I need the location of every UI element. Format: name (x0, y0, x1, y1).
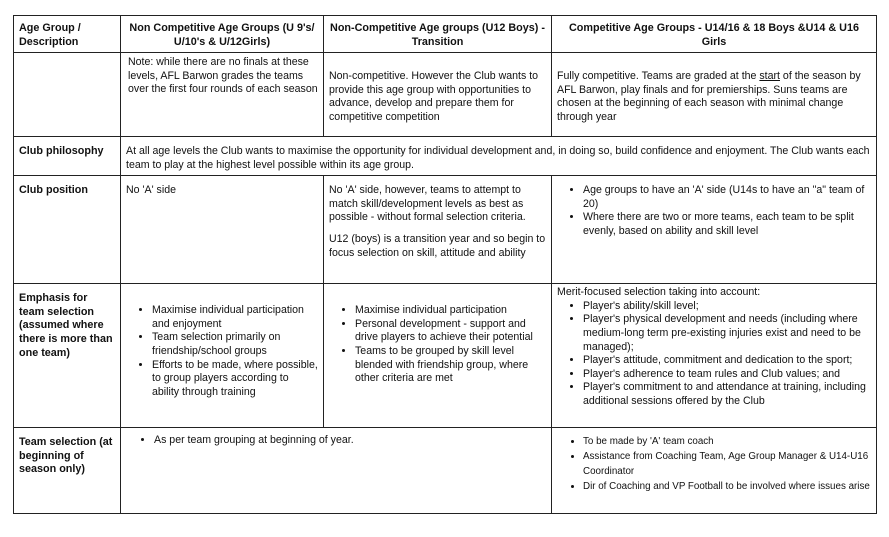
team-selection-non-competitive-list (126, 434, 546, 448)
team-selection-competitive-list (557, 434, 871, 494)
header-competitive: Competitive Age Groups - U14/16 & 18 Boys &U14 & U16 Girls (552, 16, 877, 53)
position-label: Club position (14, 176, 121, 284)
list-item: • Player's attitude, commitment and dedication to the sport; (583, 354, 871, 368)
position-competitive-list (557, 184, 871, 238)
emphasis-competitive (552, 284, 877, 428)
team-selection-non-competitive (121, 428, 552, 514)
emphasis-competitive-intro: Merit-focused selection taking into account: (557, 286, 761, 299)
list-item: • Dir of Coaching and VP Football to be involved where issues arise (583, 479, 871, 494)
position-non-competitive: No 'A' side (121, 176, 324, 284)
age-group-policy-table (13, 15, 877, 514)
intro-note: Note: while there are no finals at these levels, AFL Barwon grades the teams over the first four rounds of each season (128, 56, 318, 96)
emphasis-non-competitive-list (126, 304, 318, 399)
position-competitive (552, 176, 877, 284)
intro-row (14, 53, 877, 137)
philosophy-text: At all age levels the Club wants to maximise the opportunity for individual development and, in doing so, build confidence and enjoyment. The Club wants each team to play at the highest level possible within its age group. (121, 137, 877, 176)
philosophy-label: Club philosophy (14, 137, 121, 176)
emphasis-row (14, 284, 877, 428)
intro-transition-text: Non-competitive. However the Club wants to provide this age group with opportunities to advance, develop and prepare them for competitive competition (329, 70, 539, 123)
list-item: • To be made by 'A' team coach (583, 434, 871, 449)
list-item: • Player's ability/skill level; (583, 300, 871, 314)
emphasis-transition-list (329, 304, 546, 386)
list-item: • Age groups to have an 'A' side (U14s to have an "a" team of 20) (583, 184, 871, 211)
team-selection-competitive (552, 428, 877, 514)
list-item: • Player's commitment to and attendance at training, including additional sessions offered by the Club (583, 381, 871, 408)
list-item: • Where there are two or more teams, each team to be split evenly, based on ability and skill level (583, 211, 871, 238)
list-item: • Assistance from Coaching Team, Age Group Manager & U14-U16 Coordinator (583, 449, 871, 479)
list-item: • Player's adherence to team rules and Club values; and (583, 368, 871, 382)
header-row (14, 16, 877, 53)
list-item: • Player's physical development and needs (including where medium-long term pre-existing injuries exist and need to be managed); (583, 313, 871, 354)
team-selection-row (14, 428, 877, 514)
intro-non-competitive (121, 53, 324, 137)
position-transition-p2: U12 (boys) is a transition year and so begin to focus selection on skill, attitude and ability (329, 232, 546, 259)
header-age-group: Age Group / Description (14, 16, 121, 53)
emphasis-transition (324, 284, 552, 428)
list-item: • Team selection primarily on friendship/school groups (152, 331, 318, 358)
header-non-competitive: Non Competitive Age Groups (U 9's/ U/10's & U/12Girls) (121, 16, 324, 53)
list-item: • Efforts to be made, where possible, to group players according to ability through training (152, 359, 318, 400)
emphasis-competitive-list (557, 300, 871, 409)
list-item: • As per team grouping at beginning of year. (154, 434, 546, 448)
position-row (14, 176, 877, 284)
list-item: • Maximise individual participation (355, 304, 546, 318)
emphasis-label: Emphasis for team selection (assumed where there is more than one team) (14, 284, 121, 428)
position-transition-p1: No 'A' side, however, teams to attempt to match skill/development levels as best as possible - without formal selection criteria. (329, 184, 526, 224)
intro-competitive-underlined: start (759, 70, 780, 82)
list-item: • Personal development - support and drive players to achieve their potential (355, 318, 546, 345)
philosophy-row (14, 137, 877, 176)
list-item: • Maximise individual participation and enjoyment (152, 304, 318, 331)
team-selection-label: Team selection (at beginning of season only) (14, 428, 121, 514)
intro-label-cell (14, 53, 121, 137)
intro-competitive-text-2: of the season by AFL Barwon, play finals and for premierships. Suns teams are chosen at the beginning of each season with minimal change through year (557, 70, 861, 123)
header-transition: Non-Competitive Age groups (U12 Boys) - Transition (324, 16, 552, 53)
list-item: • Teams to be grouped by skill level blended with friendship group, where other criteria are met (355, 345, 546, 386)
intro-competitive (552, 53, 877, 137)
emphasis-non-competitive (121, 284, 324, 428)
position-transition (324, 176, 552, 284)
intro-transition (324, 53, 552, 137)
intro-competitive-text-1: Fully competitive. Teams are graded at the (557, 70, 760, 82)
